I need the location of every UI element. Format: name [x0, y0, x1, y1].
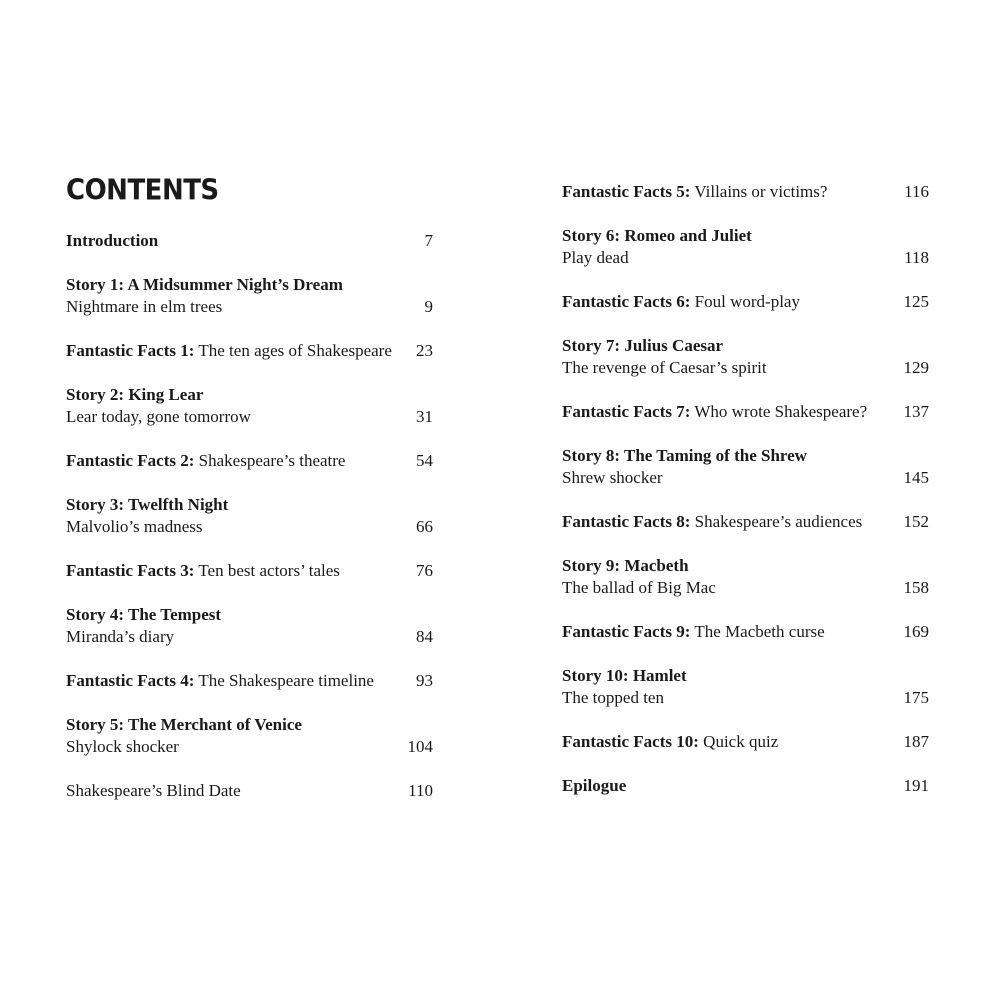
toc-entry: [66, 560, 433, 582]
toc-entry: [562, 775, 929, 797]
story-title: Story 2: King Lear: [66, 385, 204, 404]
page-number: 145: [903, 468, 929, 487]
entry-title: [562, 291, 800, 313]
entry-label: Fantastic Facts 6:: [562, 292, 691, 311]
page-number: 23: [416, 341, 433, 360]
toc-entry: [562, 335, 929, 379]
page-number: 175: [903, 688, 929, 707]
story-subtitle: The revenge of Caesar’s spirit: [562, 358, 767, 377]
entry-text: The Macbeth curse: [690, 622, 825, 641]
entry-label: Fantastic Facts 2:: [66, 451, 195, 470]
story-subtitle: Shylock shocker: [66, 737, 179, 756]
page-number: 76: [416, 561, 433, 580]
story-title: Story 7: Julius Caesar: [562, 336, 724, 355]
entry-text: Who wrote Shakespeare?: [690, 402, 868, 421]
page-number: 31: [416, 407, 433, 426]
toc-entry: [66, 714, 433, 758]
page-number: 116: [904, 182, 929, 201]
page-number: 84: [416, 627, 433, 646]
entry-title: [562, 731, 778, 753]
entry-label: Fantastic Facts 8:: [562, 512, 691, 531]
entry-title: [66, 780, 241, 802]
story-subtitle: Miranda’s diary: [66, 627, 175, 646]
entry-title: [66, 450, 345, 472]
toc-entry: [66, 604, 433, 648]
contents-heading: CONTENTS: [66, 174, 219, 208]
page-number: 9: [424, 297, 433, 316]
story-subtitle: Nightmare in elm trees: [66, 297, 223, 316]
entry-text: Quick quiz: [698, 732, 779, 751]
page-number: 118: [904, 248, 929, 267]
entry-title: [66, 230, 158, 252]
toc-entry: [562, 291, 929, 313]
entry-title: [66, 340, 392, 362]
entry-label: Fantastic Facts 1:: [66, 341, 195, 360]
story-title: Story 4: The Tempest: [66, 605, 222, 624]
story-subtitle: The topped ten: [562, 688, 664, 707]
entry-title: [66, 670, 374, 692]
page-number: 104: [407, 737, 433, 756]
page-number: 110: [408, 781, 433, 800]
story-title: Story 10: Hamlet: [562, 666, 687, 685]
entry-text: The ten ages of Shakespeare: [194, 341, 392, 360]
page-number: 66: [416, 517, 433, 536]
story-subtitle: Malvolio’s madness: [66, 517, 203, 536]
toc-entry: [562, 225, 929, 269]
entry-title: [562, 511, 862, 533]
entry-text: The Shakespeare timeline: [194, 671, 374, 690]
page-number: 7: [424, 231, 433, 250]
story-title: Story 6: Romeo and Juliet: [562, 226, 752, 245]
story-title: Story 5: The Merchant of Venice: [66, 715, 302, 734]
entry-text: Shakespeare’s Blind Date: [66, 781, 241, 800]
toc-entry: [66, 340, 433, 362]
toc-entry: [562, 445, 929, 489]
entry-label: Epilogue: [562, 776, 627, 795]
story-subtitle: Lear today, gone tomorrow: [66, 407, 251, 426]
toc-entry: [66, 384, 433, 428]
page-number: 54: [416, 451, 433, 470]
toc-entry: [66, 274, 433, 318]
toc-entry: [66, 780, 433, 802]
entry-title: [562, 401, 867, 423]
entry-title: [562, 775, 626, 797]
toc-entry: [562, 511, 929, 533]
story-subtitle: The ballad of Big Mac: [562, 578, 716, 597]
page-number: 129: [903, 358, 929, 377]
page-number: 187: [903, 732, 929, 751]
story-subtitle: Shrew shocker: [562, 468, 663, 487]
entry-text: Ten best actors’ tales: [194, 561, 340, 580]
story-title: Story 9: Macbeth: [562, 556, 689, 575]
entry-title: [562, 621, 825, 643]
toc-entry: [66, 670, 433, 692]
page-number: 191: [903, 776, 929, 795]
toc-entry: [562, 731, 929, 753]
entry-label: Fantastic Facts 4:: [66, 671, 195, 690]
toc-entry: [66, 494, 433, 538]
story-title: Story 8: The Taming of the Shrew: [562, 446, 807, 465]
toc-entry: [562, 555, 929, 599]
entry-label: Fantastic Facts 7:: [562, 402, 691, 421]
page-number: 152: [903, 512, 929, 531]
entry-title: [66, 560, 340, 582]
entry-title: [562, 181, 827, 203]
page-number: 125: [903, 292, 929, 311]
page-number: 169: [903, 622, 929, 641]
page-number: 93: [416, 671, 433, 690]
entry-label: Fantastic Facts 9:: [562, 622, 691, 641]
story-title: Story 1: A Midsummer Night’s Dream: [66, 275, 343, 294]
entry-label: Fantastic Facts 3:: [66, 561, 195, 580]
entry-text: Foul word-play: [690, 292, 800, 311]
toc-entry: [562, 621, 929, 643]
entry-text: Shakespeare’s theatre: [194, 451, 346, 470]
entry-text: Villains or victims?: [690, 182, 828, 201]
toc-entry: [66, 450, 433, 472]
page-number: 158: [903, 578, 929, 597]
entry-label: Introduction: [66, 231, 159, 250]
entry-label: Fantastic Facts 10:: [562, 732, 699, 751]
toc-entry: [562, 181, 929, 203]
toc-entry: [562, 401, 929, 423]
story-title: Story 3: Twelfth Night: [66, 495, 229, 514]
toc-entry: [562, 665, 929, 709]
entry-text: Shakespeare’s audiences: [690, 512, 863, 531]
story-subtitle: Play dead: [562, 248, 629, 267]
page-number: 137: [903, 402, 929, 421]
entry-label: Fantastic Facts 5:: [562, 182, 691, 201]
toc-entry: [66, 230, 433, 252]
